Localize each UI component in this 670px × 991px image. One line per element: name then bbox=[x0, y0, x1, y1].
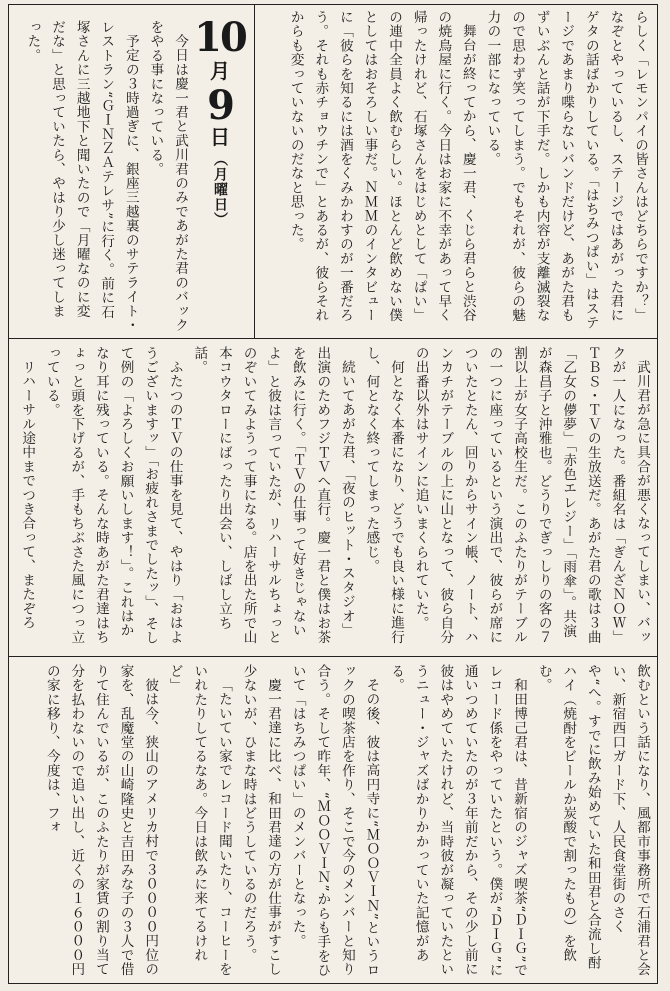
paragraph: らしく「レモンパイの皆さんはどちらですか？」なぞとやっているし、ステージではあがった君にゲタの話ばかりしている。「はちみつぱい」はステージであまり喋らないバンドだけど、あがた君もずいぶんと話が下手だ。しかも内容が支離滅裂なので思わず笑ってしまう。でもそれが、彼らの魅力の一部になっている。 bbox=[484, 10, 648, 330]
paragraph: 慶一君達に比べ、和田君達の方が仕事がすこし少ないが、ひまな時はどうしているのだろう。 bbox=[240, 664, 282, 976]
paragraph: 舞台が終ってから、慶一君、くじら君らと渋谷の焼鳥屋に行く。今日はお家に不幸があって早く帰ったけれど、石塚さんをはじめとして「ぱい」の連中全員よく飲むらしい。ほとんど飲めない僕としてはおそろしい事だ。ＮＭＭのインタビューに「彼らを知るには酒をくみかわすのが一番だろう。それも赤チョウチンで」とあるが、彼らそれからも変っていないのだなと思った。 bbox=[287, 10, 476, 323]
date-month: 10 bbox=[194, 14, 246, 61]
paragraph: 「たいてい家でレコード聞いたり、コーヒーをいれたりしてるなあ。今日は飲みに来てるけれど」 bbox=[166, 664, 232, 976]
bottom-text bbox=[14, 664, 654, 978]
paragraph: 続いてあがた君、「夜のヒット・スタジオ」出演のためフジＴＶへ直行。慶一君と僕はお茶を飲みに行く。「ＴＶの仕事って好きじゃないよ」と彼は言っていたが、リハーサルちょっとのぞいてみようって事になる。店を出た所で山本コウタローにばったり出会い、しばし立ち話。 bbox=[191, 346, 355, 645]
section-divider-bottom bbox=[8, 656, 658, 657]
date-day-unit: 日 bbox=[210, 125, 230, 149]
date-weekday: （月曜日） bbox=[212, 152, 228, 227]
date-heading bbox=[194, 14, 246, 318]
paragraph: その後、彼は高円寺に“ＭＯＯＶＩＮ”というロックの喫茶店を作り、そこで今のメンバーと知り合う。そして昨年、“ＭＯＯＶＩＮ”からも手をひいて「はちみつぱい」のメンバーとなった。 bbox=[289, 664, 380, 978]
paragraph: 和田博己君は、昔新宿のジャズ喫茶“ＤＩＧ”でレコード係をやっていたという。僕が“ＤＩＧ”に通いつめていたのが３年前だから、その少し前に彼はやめていたけれど、当時彼が凝っていたというニュー・ジャズばかりかかっていた記憶がある。 bbox=[388, 664, 528, 978]
paragraph: 彼は今、狭山のアメリカ村で３００００円位の家を、乱魔堂の山崎隆史と吉田みな子の３人で借りて住んでいるが、このふたりが家賃の割り当て分を払わないので追い出し、近くの１６０００円の家に移り、今度は、フォ bbox=[43, 664, 159, 977]
column-divider bbox=[254, 4, 255, 338]
middle-text bbox=[14, 346, 654, 650]
paragraph: 今日は慶一君と武川君のみであがた君のバックをやる事になっている。 bbox=[147, 20, 188, 332]
paragraph: 飲むという話になり、風都市事務所で石浦君と会い、新宿西口ガード下、人民食堂街のさくや“へ。すでに飲み始めていた和田君と合流し酎ハイ（焼酎をビールか炭酸で割ったもの）を飲む。 bbox=[535, 664, 650, 977]
paragraph: ふたつのＴＶの仕事を見て、やはり「おはようございますッ」「お疲れさまでしたッ」、そして例の「よろしくお願いします！」。これはかなり耳に残っている。そんな時あがた君達はちょっと頭を下げるが、手もちぶさた風につっ立っている。 bbox=[43, 346, 183, 645]
date-day: 9 bbox=[207, 82, 233, 129]
section-divider-top bbox=[8, 338, 658, 339]
top-left-text bbox=[14, 20, 192, 332]
paragraph: リハーサル途中までつき合って、またぞろ bbox=[19, 359, 36, 630]
paragraph: 武川君が急に具合が悪くなってしまい、バックが一人になった。番組名は「ぎんざＮＯＷ」ＴＢＳ・ＴＶの生放送だ。あがた君の歌は３曲「乙女の儚夢」「赤色エレジー」「雨傘」。共演が森昌子と沖雅也。どうりでぎっしりの客の７割以上が女子高校生だ。このふたりがテーブルの一つに座っているという演出で、彼らが席についたとたん、回りからサイン帳、ノート、ハンカチがテーブルの上に山となって、彼ら自分の出番以外はサインに追いまくられていた。 bbox=[412, 346, 650, 645]
paragraph: 予定の３時過ぎに、銀座三越裏のサテライト・レストラン“ＧＩＮＺＡテレサ”に行く。前に石塚さんに三越地下と聞いたので「月曜なのに変だな」と思っていたら、やはり少し迷ってしまった。 bbox=[24, 20, 139, 332]
date-month-unit: 月 bbox=[210, 59, 230, 83]
top-right-text bbox=[262, 10, 652, 332]
paragraph: 何となく本番になり、どうでも良い様に進行し、何となく終ってしまった感じ。 bbox=[363, 346, 405, 644]
